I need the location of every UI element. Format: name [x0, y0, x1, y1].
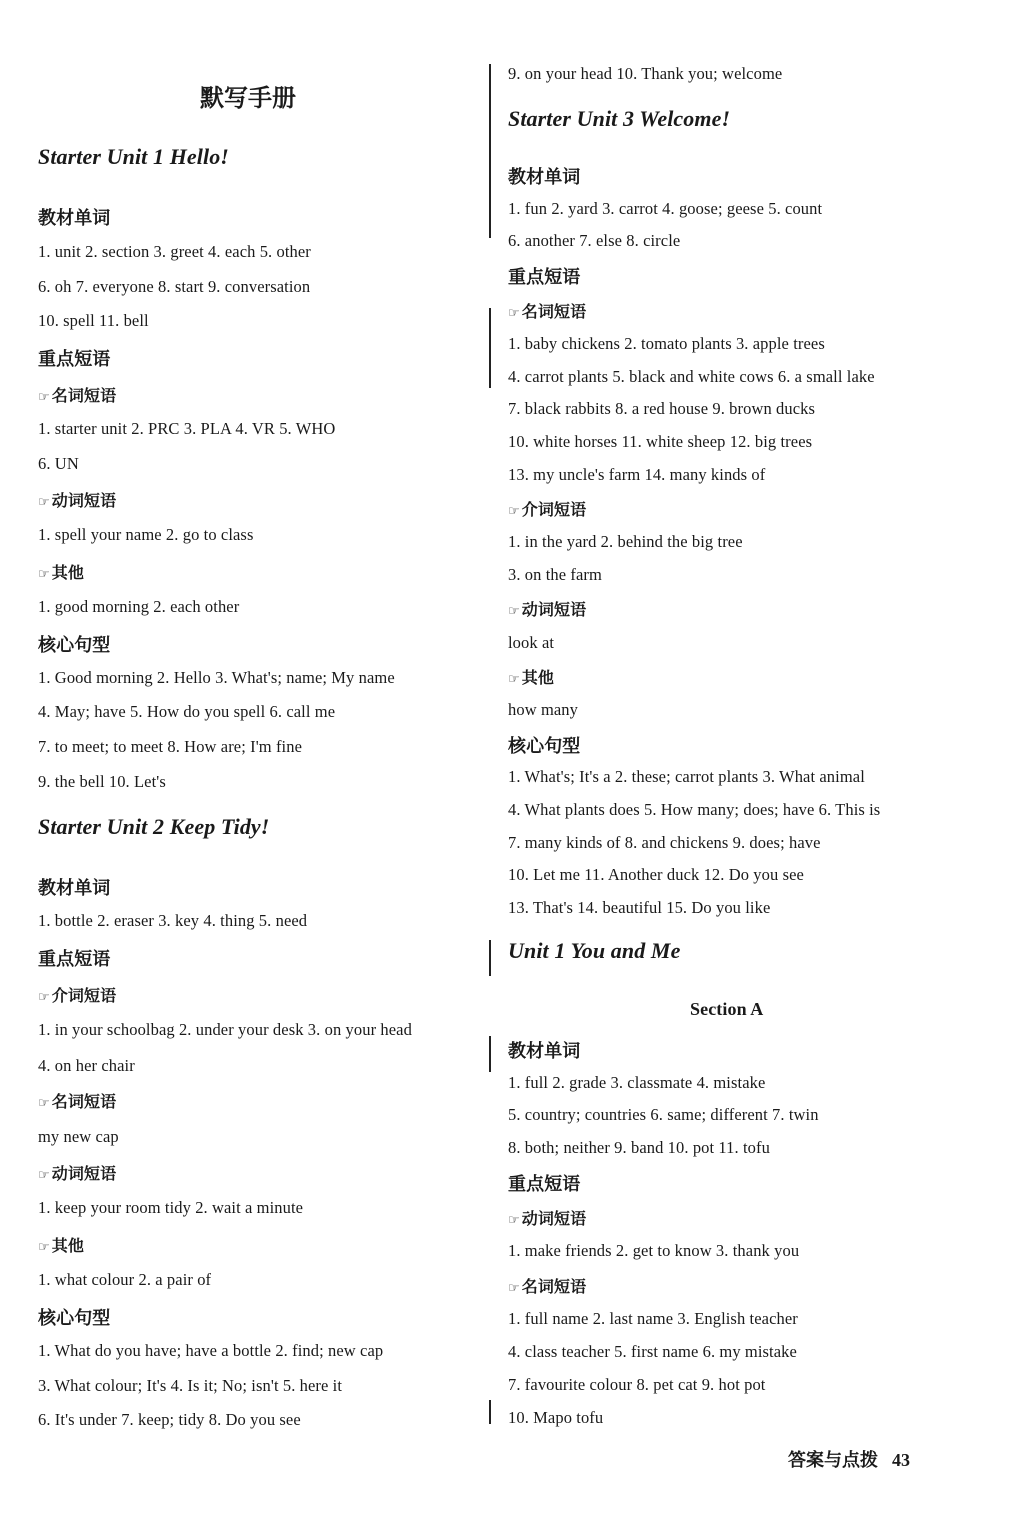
answer-line-text: 3. on the farm — [508, 565, 602, 584]
answer-line-text: 5. country; countries 6. same; different 7. twin — [508, 1105, 819, 1124]
category-heading — [508, 1037, 580, 1063]
subcategory-heading — [508, 665, 554, 688]
section-heading-text: Section A — [690, 999, 764, 1019]
answer-line-text: 1. what colour 2. a pair of — [38, 1270, 212, 1289]
subcategory-heading-text: 介词短语 — [521, 500, 587, 519]
answer-line-text: 13. That's 14. beautiful 15. Do you like — [508, 898, 771, 917]
answer-line — [38, 1020, 412, 1040]
answer-line — [38, 277, 310, 297]
pointing-hand-icon: ☞ — [38, 495, 50, 510]
answer-line — [508, 700, 578, 720]
answer-line-text: 1. full 2. grade 3. classmate 4. mistake — [508, 1073, 766, 1092]
category-heading-text: 核心句型 — [508, 736, 581, 757]
subcategory-heading — [508, 597, 586, 620]
answer-line — [508, 1241, 799, 1261]
unit-heading — [508, 106, 730, 132]
answer-line — [38, 1198, 303, 1218]
answer-line — [508, 532, 743, 552]
answer-line — [508, 1408, 603, 1428]
answer-line — [38, 1056, 135, 1076]
answer-line — [38, 1376, 342, 1396]
answer-line-text: 10. Let me 11. Another duck 12. Do you see — [508, 865, 804, 884]
answer-line — [508, 767, 865, 787]
unit-heading-text: Starter Unit 1 Hello! — [38, 144, 229, 169]
answer-line-text: 4. class teacher 5. first name 6. my mistake — [508, 1342, 797, 1361]
answer-line-text: 1. fun 2. yard 3. carrot 4. goose; geese 5. count — [508, 199, 823, 218]
answer-line-text: 10. spell 11. bell — [38, 311, 149, 330]
subcategory-heading-text: 动词短语 — [521, 600, 587, 619]
answer-line — [508, 64, 782, 84]
answer-line-text: 1. unit 2. section 3. greet 4. each 5. other — [38, 242, 311, 261]
subcategory-heading — [38, 1161, 116, 1184]
subcategory-heading-text: 其他 — [51, 563, 84, 582]
page-number: 43 — [892, 1450, 910, 1470]
unit-heading — [38, 814, 269, 840]
answer-line — [508, 399, 815, 419]
answer-line-text: 4. What plants does 5. How many; does; have 6. This is — [508, 800, 881, 819]
answer-line-text: 1. What do you have; have a bottle 2. find; new cap — [38, 1341, 384, 1360]
column-divider-end — [489, 1400, 491, 1424]
answer-line — [508, 1309, 798, 1329]
answer-line — [508, 465, 765, 485]
answer-line-text: 9. on your head 10. Thank you; welcome — [508, 64, 783, 83]
answer-line-text: 1. What's; It's a 2. these; carrot plants 3. What animal — [508, 767, 865, 786]
pointing-hand-icon: ☞ — [38, 1168, 50, 1183]
answer-line — [508, 1138, 770, 1158]
answer-line — [508, 231, 680, 251]
answer-line-text: 1. Good morning 2. Hello 3. What's; name; My name — [38, 668, 395, 687]
category-heading — [38, 945, 110, 971]
page-title: 默写手册 — [200, 84, 296, 112]
answer-line-text: 10. Mapo tofu — [508, 1408, 604, 1427]
pointing-hand-icon: ☞ — [38, 1240, 50, 1255]
subcategory-heading — [38, 560, 84, 583]
pointing-hand-icon: ☞ — [508, 604, 520, 619]
pointing-hand-icon: ☞ — [508, 1281, 520, 1296]
answer-line-text: 1. make friends 2. get to know 3. thank you — [508, 1241, 800, 1260]
category-heading-text: 重点短语 — [38, 949, 111, 970]
answer-line — [508, 367, 875, 387]
unit-heading-text: Starter Unit 2 Keep Tidy! — [38, 814, 270, 839]
answer-line — [508, 1342, 797, 1362]
answer-line — [38, 454, 79, 474]
answer-line-text: 1. good morning 2. each other — [38, 597, 240, 616]
answer-line — [508, 898, 770, 918]
answer-line-text: 6. another 7. else 8. circle — [508, 231, 681, 250]
answer-line-text: 1. in your schoolbag 2. under your desk 3. on your head — [38, 1020, 412, 1039]
answer-line-text: 7. favourite colour 8. pet cat 9. hot pot — [508, 1375, 766, 1394]
answer-line-text: 1. baby chickens 2. tomato plants 3. apple trees — [508, 334, 825, 353]
unit-heading — [38, 144, 229, 170]
subcategory-heading — [38, 983, 116, 1006]
answer-line-text: 1. in the yard 2. behind the big tree — [508, 532, 743, 551]
column-divider-top — [489, 64, 491, 238]
answer-line-text: 3. What colour; It's 4. Is it; No; isn't 5. here it — [38, 1376, 343, 1395]
answer-line — [38, 1270, 211, 1290]
subcategory-heading-text: 名词短语 — [51, 386, 117, 405]
pointing-hand-icon: ☞ — [38, 567, 50, 582]
answer-line — [508, 199, 822, 219]
answer-line-text: 4. May; have 5. How do you spell 6. call me — [38, 702, 336, 721]
answer-line — [38, 242, 311, 262]
page-footer — [788, 1446, 910, 1472]
answer-line — [38, 1341, 383, 1361]
column-divider-lower — [489, 940, 491, 976]
category-heading — [38, 874, 110, 900]
answer-line-text: 1. bottle 2. eraser 3. key 4. thing 5. need — [38, 911, 308, 930]
answer-line — [38, 525, 253, 545]
answer-line-text: 8. both; neither 9. band 10. pot 11. tofu — [508, 1138, 770, 1157]
answer-line — [38, 1410, 301, 1430]
subcategory-heading — [508, 299, 586, 322]
subcategory-heading — [38, 1233, 84, 1256]
category-heading-text: 教材单词 — [38, 878, 111, 899]
answer-line-text: 4. carrot plants 5. black and white cows 6. a small lake — [508, 367, 875, 386]
category-heading — [38, 631, 110, 657]
category-heading-text: 教材单词 — [508, 1041, 581, 1062]
answer-line-text: 7. many kinds of 8. and chickens 9. does; have — [508, 833, 821, 852]
answer-line — [38, 419, 335, 439]
answer-line — [38, 772, 166, 792]
category-heading — [38, 204, 110, 230]
answer-line — [38, 911, 307, 931]
pointing-hand-icon: ☞ — [38, 990, 50, 1005]
category-heading-text: 教材单词 — [38, 208, 111, 229]
answer-line-text: 7. black rabbits 8. a red house 9. brown ducks — [508, 399, 816, 418]
subcategory-heading-text: 名词短语 — [521, 1277, 587, 1296]
unit-heading — [508, 938, 680, 964]
answer-line — [508, 334, 825, 354]
category-heading — [508, 263, 580, 289]
footer-label: 答案与点拨 — [788, 1450, 878, 1471]
answer-line-text: 9. the bell 10. Let's — [38, 772, 166, 791]
pointing-hand-icon: ☞ — [508, 672, 520, 687]
answer-line-text: 6. It's under 7. keep; tidy 8. Do you see — [38, 1410, 301, 1429]
answer-line — [38, 1127, 119, 1147]
subcategory-heading-text: 动词短语 — [51, 1164, 117, 1183]
answer-line-text: 6. oh 7. everyone 8. start 9. conversation — [38, 277, 311, 296]
answer-line-text: how many — [508, 700, 578, 719]
category-heading-text: 教材单词 — [508, 167, 581, 188]
answer-line — [38, 737, 302, 757]
answer-line-text: 13. my uncle's farm 14. many kinds of — [508, 465, 766, 484]
unit-heading-text: Unit 1 You and Me — [508, 938, 681, 963]
category-heading — [38, 345, 110, 371]
answer-line — [508, 833, 821, 853]
subcategory-heading — [508, 497, 586, 520]
category-heading — [38, 1304, 110, 1330]
subcategory-heading — [508, 1274, 586, 1297]
subcategory-heading-text: 动词短语 — [51, 491, 117, 510]
answer-line — [38, 597, 239, 617]
answer-line-text: 1. full name 2. last name 3. English teacher — [508, 1309, 798, 1328]
answer-line — [508, 800, 880, 820]
answer-line — [38, 702, 335, 722]
answer-line — [38, 668, 395, 688]
subcategory-heading-text: 其他 — [521, 668, 554, 687]
answer-line — [508, 432, 812, 452]
answer-line — [508, 1073, 765, 1093]
pointing-hand-icon: ☞ — [38, 1096, 50, 1111]
answer-line — [508, 565, 602, 585]
category-heading — [508, 1170, 580, 1196]
category-heading-text: 核心句型 — [38, 1308, 111, 1329]
unit-heading-text: Starter Unit 3 Welcome! — [508, 106, 731, 131]
category-heading-text: 核心句型 — [38, 635, 111, 656]
answer-line-text: look at — [508, 633, 555, 652]
section-heading — [690, 999, 763, 1020]
pointing-hand-icon: ☞ — [508, 306, 520, 321]
pointing-hand-icon: ☞ — [508, 1213, 520, 1228]
answer-line-text: 10. white horses 11. white sheep 12. big trees — [508, 432, 813, 451]
column-divider-bottom — [489, 1036, 491, 1072]
answer-line — [508, 633, 554, 653]
answer-line-text: 1. starter unit 2. PRC 3. PLA 4. VR 5. WHO — [38, 419, 336, 438]
category-heading-text: 重点短语 — [38, 349, 111, 370]
answer-line-text: 1. spell your name 2. go to class — [38, 525, 254, 544]
subcategory-heading-text: 介词短语 — [51, 986, 117, 1005]
answer-line-text: my new cap — [38, 1127, 119, 1146]
subcategory-heading-text: 名词短语 — [521, 302, 587, 321]
subcategory-heading-text: 其他 — [51, 1236, 84, 1255]
answer-line — [508, 1105, 819, 1125]
pointing-hand-icon: ☞ — [508, 504, 520, 519]
column-divider-mid — [489, 308, 491, 388]
subcategory-heading — [508, 1206, 586, 1229]
subcategory-heading — [38, 488, 116, 511]
answer-line — [38, 311, 149, 331]
pointing-hand-icon: ☞ — [38, 390, 50, 405]
answer-line-text: 4. on her chair — [38, 1056, 135, 1075]
answer-line — [508, 865, 804, 885]
category-heading-text: 重点短语 — [508, 1174, 581, 1195]
answer-line — [508, 1375, 766, 1395]
subcategory-heading — [38, 1089, 116, 1112]
subcategory-heading — [38, 383, 116, 406]
subcategory-heading-text: 名词短语 — [51, 1092, 117, 1111]
category-heading — [508, 163, 580, 189]
category-heading — [508, 732, 580, 758]
subcategory-heading-text: 动词短语 — [521, 1209, 587, 1228]
answer-line-text: 6. UN — [38, 454, 79, 473]
category-heading-text: 重点短语 — [508, 267, 581, 288]
answer-line-text: 1. keep your room tidy 2. wait a minute — [38, 1198, 304, 1217]
answer-line-text: 7. to meet; to meet 8. How are; I'm fine — [38, 737, 303, 756]
